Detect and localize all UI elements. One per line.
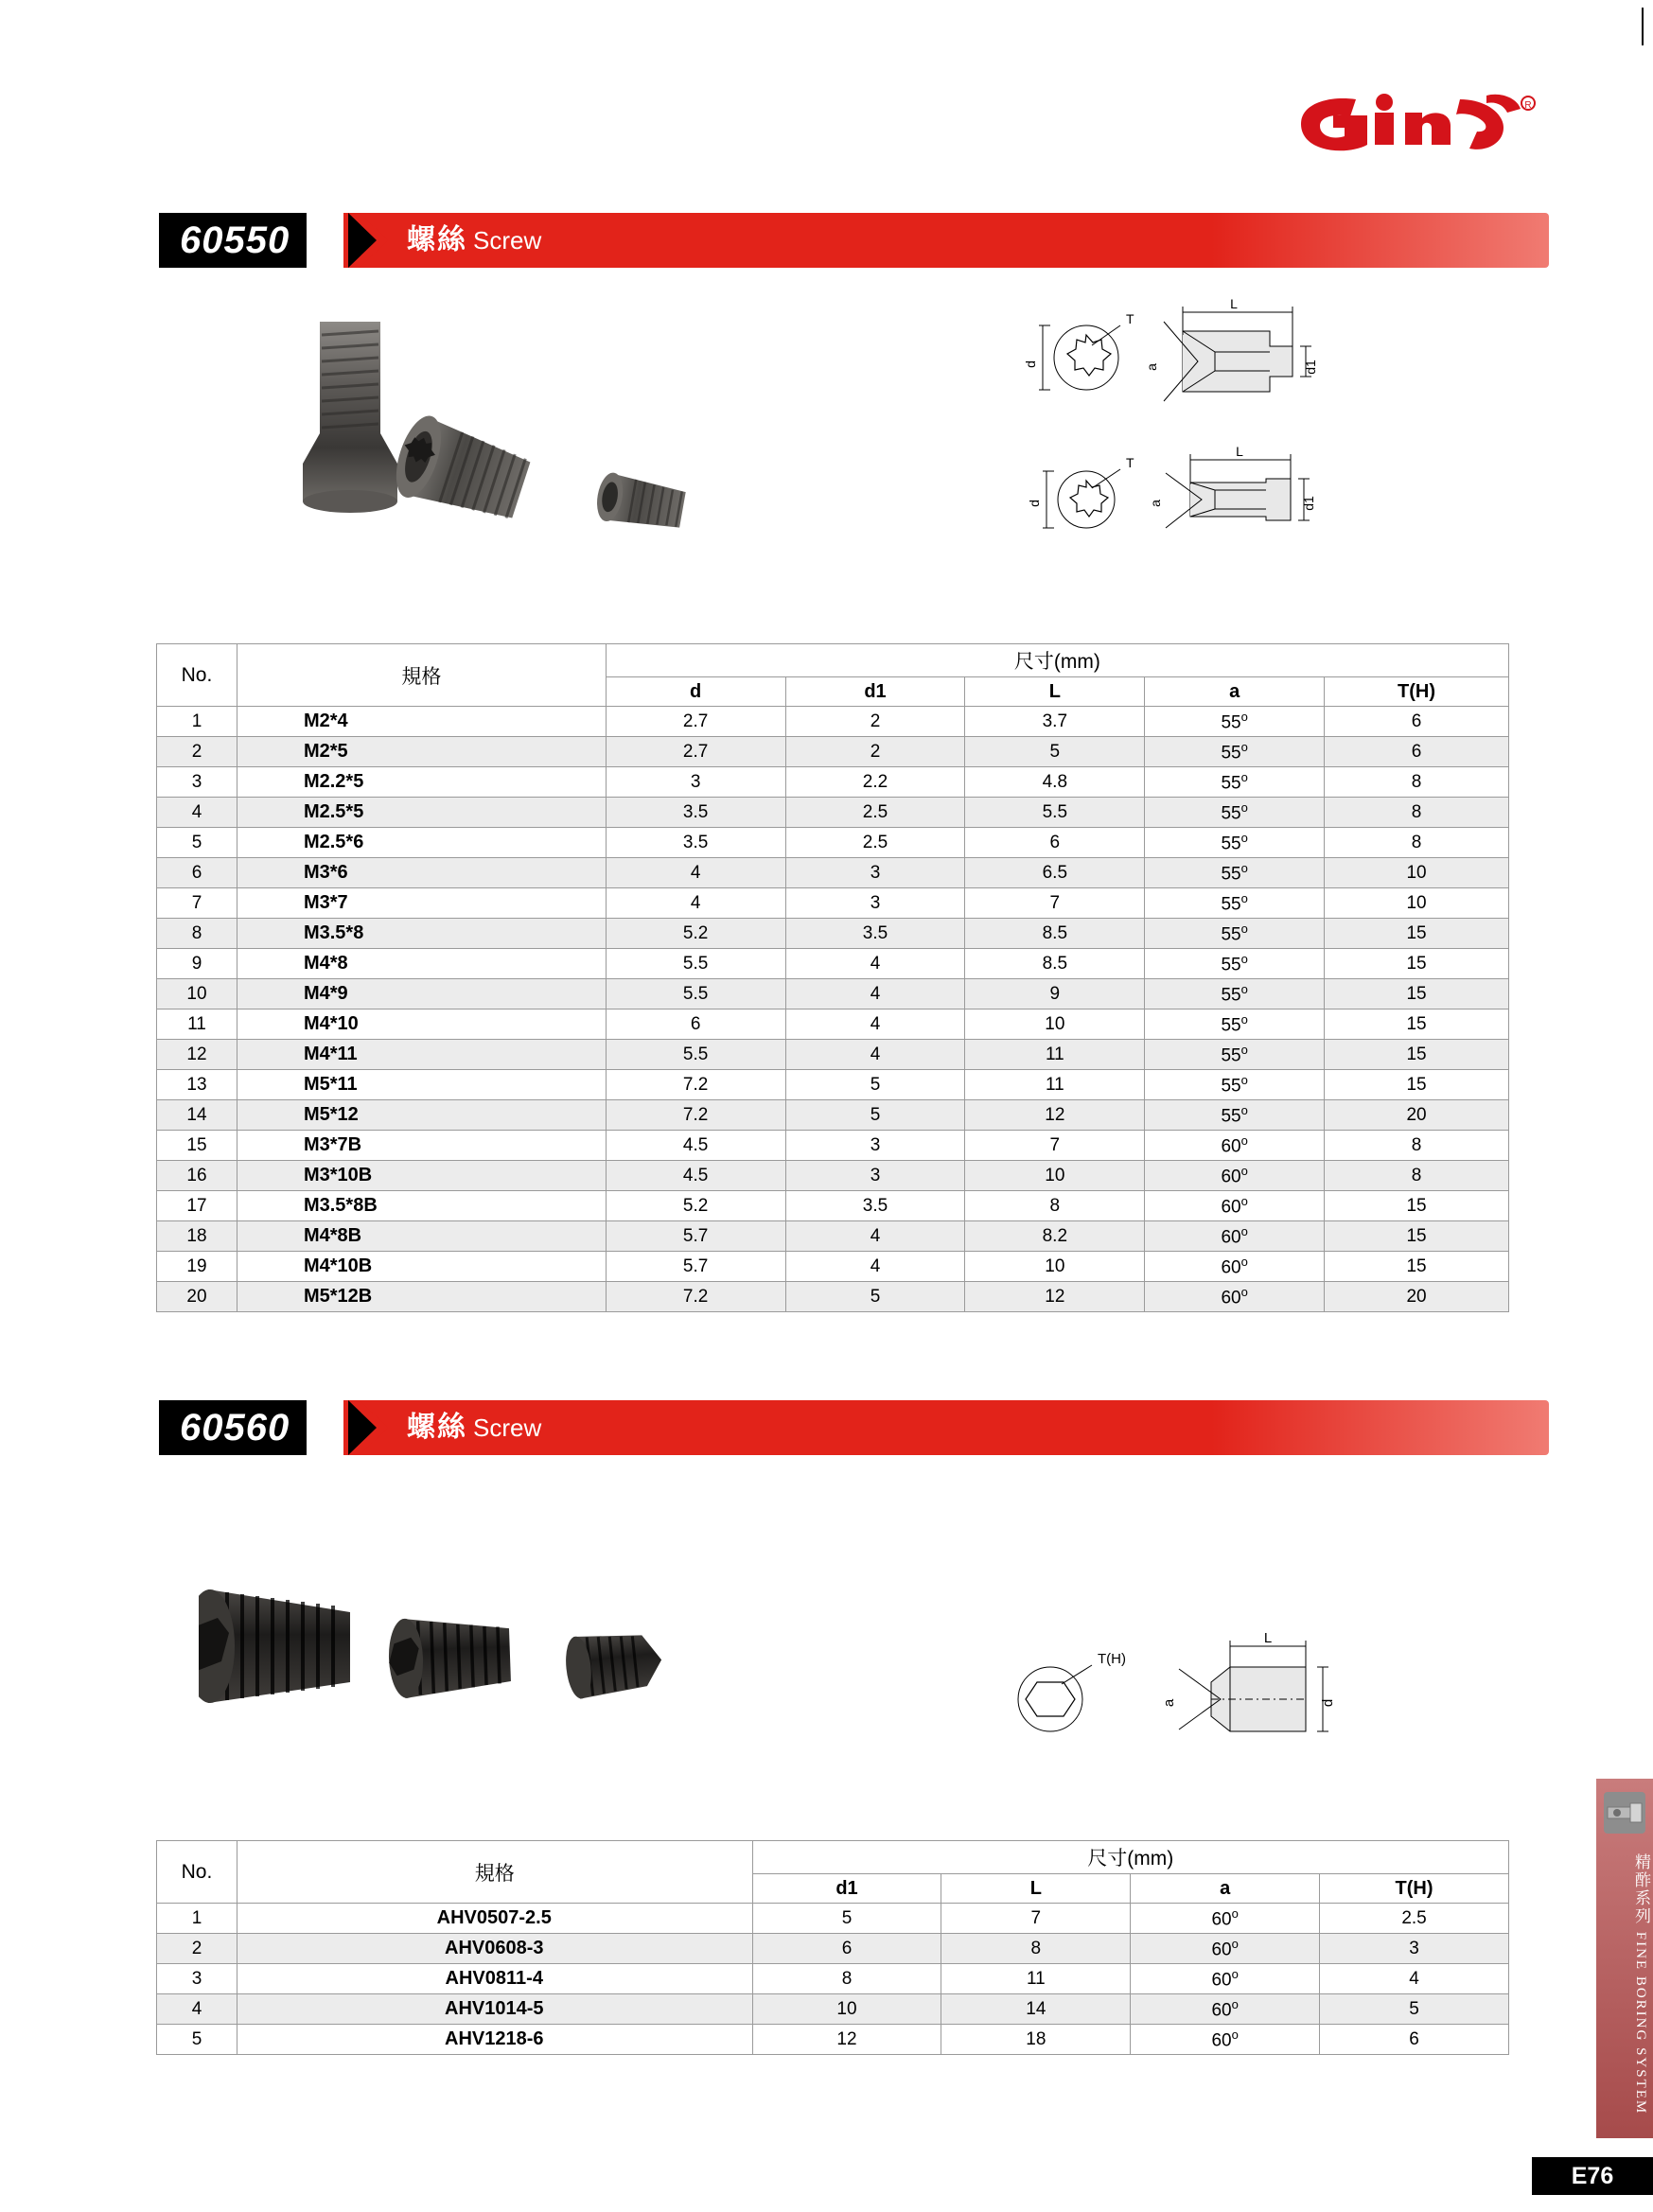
table-row <box>157 858 1509 888</box>
cell-t: 15 <box>1325 1009 1509 1040</box>
side-tab-label-cn: 精酢系列 <box>1632 1852 1650 1925</box>
cell-t: 8 <box>1325 798 1509 828</box>
cell-a: 60$^o$ <box>1131 1934 1320 1964</box>
cell-d1: 12 <box>752 2025 941 2055</box>
cell-d: 7.2 <box>606 1282 785 1312</box>
cell-d: 4 <box>606 858 785 888</box>
cell-spec: M2*5 <box>237 737 606 767</box>
th-d1: d1 <box>785 677 965 707</box>
cell-spec: AHV0608-3 <box>237 1934 752 1964</box>
th-d1-2: d1 <box>752 1874 941 1904</box>
section-title-60550 <box>407 213 541 268</box>
spec-table-60560 <box>156 1840 1509 2055</box>
cell-no: 8 <box>157 919 237 949</box>
cell-spec: AHV1014-5 <box>237 1994 752 2025</box>
cell-t: 8 <box>1325 1161 1509 1191</box>
cell-a: 60$^o$ <box>1145 1221 1325 1252</box>
cell-L: 10 <box>965 1252 1145 1282</box>
cell-L: 11 <box>965 1040 1145 1070</box>
label-a: a <box>1144 363 1159 371</box>
cell-t: 15 <box>1325 949 1509 979</box>
cell-a: 55$^o$ <box>1145 1040 1325 1070</box>
product-photo-60560 <box>199 1552 880 1788</box>
dimension-drawing-60560 <box>994 1608 1438 1779</box>
cell-no: 5 <box>157 828 237 858</box>
spec-table-60550 <box>156 643 1509 1312</box>
dimension-drawing-60550 <box>1022 293 1419 587</box>
cell-d: 2.7 <box>606 707 785 737</box>
section-title-cn-2: 螺絲 <box>407 1412 467 1443</box>
table-row <box>157 707 1509 737</box>
table-row <box>157 1100 1509 1131</box>
cell-no: 12 <box>157 1040 237 1070</box>
cell-d1: 8 <box>752 1964 941 1994</box>
cell-t: 20 <box>1325 1100 1509 1131</box>
cell-spec: M3.5*8 <box>237 919 606 949</box>
side-tab-fine-boring <box>1596 1779 1653 2138</box>
cell-d: 4 <box>606 888 785 919</box>
label-TH: T(H) <box>1098 1651 1126 1667</box>
th-TH-2: T(H) <box>1320 1874 1509 1904</box>
cell-d1: 2.5 <box>785 798 965 828</box>
cell-no: 20 <box>157 1282 237 1312</box>
cell-spec: M3.5*8B <box>237 1191 606 1221</box>
cell-d: 3.5 <box>606 798 785 828</box>
cell-d1: 4 <box>785 1009 965 1040</box>
banner-arrow-black <box>348 213 377 268</box>
cell-no: 6 <box>157 858 237 888</box>
cell-d1: 3.5 <box>785 919 965 949</box>
table-row <box>157 1252 1509 1282</box>
table-row <box>157 1904 1509 1934</box>
cell-spec: M2.2*5 <box>237 767 606 798</box>
cell-no: 18 <box>157 1221 237 1252</box>
cell-d1: 4 <box>785 1221 965 1252</box>
cell-d: 2.7 <box>606 737 785 767</box>
side-tab-thumbnail <box>1604 1792 1645 1834</box>
cell-no: 2 <box>157 737 237 767</box>
svg-text:R: R <box>1524 100 1532 111</box>
cell-L: 7 <box>965 1131 1145 1161</box>
cell-t: 15 <box>1325 1252 1509 1282</box>
cell-L: 11 <box>965 1070 1145 1100</box>
label-T: T <box>1126 311 1134 326</box>
table-row <box>157 1009 1509 1040</box>
cell-no: 4 <box>157 798 237 828</box>
th-spec: 規格 <box>237 644 606 707</box>
table-row <box>157 737 1509 767</box>
cell-spec: M5*11 <box>237 1070 606 1100</box>
cell-a: 60$^o$ <box>1131 1964 1320 1994</box>
cell-no: 14 <box>157 1100 237 1131</box>
th-a: a <box>1145 677 1325 707</box>
table-row <box>157 828 1509 858</box>
cell-no: 16 <box>157 1161 237 1191</box>
cell-t: 20 <box>1325 1282 1509 1312</box>
cell-t: 3 <box>1320 1934 1509 1964</box>
cell-t: 8 <box>1325 767 1509 798</box>
cell-t: 15 <box>1325 1070 1509 1100</box>
cell-L: 18 <box>941 2025 1131 2055</box>
cell-no: 13 <box>157 1070 237 1100</box>
cell-d1: 3 <box>785 1161 965 1191</box>
cell-spec: AHV0507-2.5 <box>237 1904 752 1934</box>
cell-spec: M3*6 <box>237 858 606 888</box>
section-banner-60550 <box>159 213 1549 268</box>
cell-d1: 3 <box>785 888 965 919</box>
cell-d1: 3 <box>785 1131 965 1161</box>
cell-spec: M3*7B <box>237 1131 606 1161</box>
cell-d1: 10 <box>752 1994 941 2025</box>
label-d-2: d <box>1027 500 1042 507</box>
th-no-2: No. <box>157 1841 237 1904</box>
table-row <box>157 919 1509 949</box>
cell-spec: M4*10 <box>237 1009 606 1040</box>
cell-L: 7 <box>941 1904 1131 1934</box>
cell-L: 8.2 <box>965 1221 1145 1252</box>
cell-no: 7 <box>157 888 237 919</box>
cell-spec: AHV0811-4 <box>237 1964 752 1994</box>
cell-a: 60$^o$ <box>1131 1994 1320 2025</box>
cell-d1: 2.2 <box>785 767 965 798</box>
page-number <box>1532 2157 1653 2195</box>
cell-t: 6 <box>1325 737 1509 767</box>
th-L-2: L <box>941 1874 1131 1904</box>
cell-t: 10 <box>1325 888 1509 919</box>
table-row <box>157 767 1509 798</box>
cell-d: 3 <box>606 767 785 798</box>
cell-L: 9 <box>965 979 1145 1009</box>
cell-t: 8 <box>1325 828 1509 858</box>
cell-L: 3.7 <box>965 707 1145 737</box>
cell-no: 1 <box>157 707 237 737</box>
cell-spec: M4*10B <box>237 1252 606 1282</box>
cell-a: 60$^o$ <box>1131 1904 1320 1934</box>
cell-no: 5 <box>157 2025 237 2055</box>
th-dims-2: 尺寸(mm) <box>752 1841 1508 1874</box>
cell-a: 55$^o$ <box>1145 858 1325 888</box>
side-tab-label-en: FINE BORING SYSTEM <box>1633 1931 1648 2115</box>
cell-spec: M4*8 <box>237 949 606 979</box>
table-row <box>157 1994 1509 2025</box>
cell-t: 15 <box>1325 1191 1509 1221</box>
th-d: d <box>606 677 785 707</box>
cell-a: 60$^o$ <box>1145 1282 1325 1312</box>
label-d1: d1 <box>1303 360 1318 375</box>
cell-no: 1 <box>157 1904 237 1934</box>
cell-d: 5.5 <box>606 979 785 1009</box>
cell-a: 55$^o$ <box>1145 798 1325 828</box>
cell-L: 6 <box>965 828 1145 858</box>
cell-d1: 2.5 <box>785 828 965 858</box>
cell-spec: M2.5*6 <box>237 828 606 858</box>
cell-L: 5 <box>965 737 1145 767</box>
th-L: L <box>965 677 1145 707</box>
cell-d: 7.2 <box>606 1070 785 1100</box>
cell-a: 55$^o$ <box>1145 828 1325 858</box>
cell-L: 4.8 <box>965 767 1145 798</box>
cell-a: 60$^o$ <box>1145 1191 1325 1221</box>
cell-L: 8 <box>941 1934 1131 1964</box>
cell-L: 10 <box>965 1009 1145 1040</box>
th-TH: T(H) <box>1325 677 1509 707</box>
cell-L: 12 <box>965 1100 1145 1131</box>
cell-L: 14 <box>941 1994 1131 2025</box>
cell-d1: 3.5 <box>785 1191 965 1221</box>
cell-t: 15 <box>1325 1221 1509 1252</box>
cell-d1: 4 <box>785 1040 965 1070</box>
cell-d1: 3 <box>785 858 965 888</box>
cell-t: 4 <box>1320 1964 1509 1994</box>
section-title-cn: 螺絲 <box>407 224 467 255</box>
cell-t: 10 <box>1325 858 1509 888</box>
cell-spec: M3*7 <box>237 888 606 919</box>
cell-d1: 4 <box>785 979 965 1009</box>
cell-d: 5.7 <box>606 1221 785 1252</box>
table-row <box>157 798 1509 828</box>
th-a-2: a <box>1131 1874 1320 1904</box>
cell-t: 15 <box>1325 919 1509 949</box>
cell-a: 55$^o$ <box>1145 949 1325 979</box>
cell-no: 3 <box>157 767 237 798</box>
cell-a: 55$^o$ <box>1145 1100 1325 1131</box>
cell-a: 55$^o$ <box>1145 767 1325 798</box>
section-code-60550: 60550 <box>159 213 307 268</box>
cell-spec: M4*8B <box>237 1221 606 1252</box>
cell-L: 5.5 <box>965 798 1145 828</box>
cell-d: 7.2 <box>606 1100 785 1131</box>
label-d-3: d <box>1320 1698 1336 1708</box>
label-a-3: a <box>1161 1698 1177 1708</box>
cell-a: 55$^o$ <box>1145 737 1325 767</box>
cell-d1: 5 <box>785 1070 965 1100</box>
cell-d1: 5 <box>752 1904 941 1934</box>
table-row <box>157 1070 1509 1100</box>
cell-L: 8 <box>965 1191 1145 1221</box>
label-T-2: T <box>1126 455 1134 470</box>
cell-t: 5 <box>1320 1994 1509 2025</box>
cell-spec: M2*4 <box>237 707 606 737</box>
cell-spec: M2.5*5 <box>237 798 606 828</box>
table-row <box>157 1964 1509 1994</box>
section-banner-60560 <box>159 1400 1549 1455</box>
cell-a: 60$^o$ <box>1145 1161 1325 1191</box>
cell-no: 2 <box>157 1934 237 1964</box>
cell-no: 19 <box>157 1252 237 1282</box>
cell-d: 5.2 <box>606 1191 785 1221</box>
cell-L: 12 <box>965 1282 1145 1312</box>
section-title-en: Screw <box>473 226 542 255</box>
cell-spec: M3*10B <box>237 1161 606 1191</box>
table-row <box>157 2025 1509 2055</box>
label-d: d <box>1023 360 1038 368</box>
cell-a: 60$^o$ <box>1131 2025 1320 2055</box>
cell-d: 5.5 <box>606 1040 785 1070</box>
cell-d1: 2 <box>785 707 965 737</box>
cell-d1: 6 <box>752 1934 941 1964</box>
cell-d: 5.5 <box>606 949 785 979</box>
table-row <box>157 1221 1509 1252</box>
product-photo-60550 <box>284 312 814 596</box>
table-row <box>157 949 1509 979</box>
table-row <box>157 1934 1509 1964</box>
cell-no: 9 <box>157 949 237 979</box>
cell-no: 4 <box>157 1994 237 2025</box>
label-d1-2: d1 <box>1301 496 1316 511</box>
cell-d1: 2 <box>785 737 965 767</box>
cell-t: 6 <box>1325 707 1509 737</box>
cell-d: 5.2 <box>606 919 785 949</box>
gin-logo-icon <box>1284 90 1549 158</box>
th-no: No. <box>157 644 237 707</box>
cell-t: 15 <box>1325 1040 1509 1070</box>
table-row <box>157 1131 1509 1161</box>
label-L: L <box>1230 296 1238 311</box>
cell-d1: 5 <box>785 1100 965 1131</box>
th-spec-2: 規格 <box>237 1841 752 1904</box>
cell-spec: AHV1218-6 <box>237 2025 752 2055</box>
cell-t: 2.5 <box>1320 1904 1509 1934</box>
cell-spec: M5*12 <box>237 1100 606 1131</box>
cell-no: 11 <box>157 1009 237 1040</box>
label-a-2: a <box>1148 500 1163 507</box>
cell-a: 55$^o$ <box>1145 1070 1325 1100</box>
page-number-label: E76 <box>1571 2163 1614 2189</box>
side-tab-label <box>1596 1847 1653 2121</box>
table-row <box>157 1282 1509 1312</box>
cell-a: 55$^o$ <box>1145 919 1325 949</box>
cell-t: 15 <box>1325 979 1509 1009</box>
cell-L: 7 <box>965 888 1145 919</box>
cell-d: 5.7 <box>606 1252 785 1282</box>
label-L-2: L <box>1236 444 1243 459</box>
cell-a: 55$^o$ <box>1145 979 1325 1009</box>
cell-spec: M4*9 <box>237 979 606 1009</box>
cell-L: 8.5 <box>965 919 1145 949</box>
cell-a: 55$^o$ <box>1145 1009 1325 1040</box>
table-row <box>157 1161 1509 1191</box>
cell-L: 11 <box>941 1964 1131 1994</box>
table-row <box>157 1191 1509 1221</box>
cell-a: 60$^o$ <box>1145 1131 1325 1161</box>
cell-d: 4.5 <box>606 1161 785 1191</box>
cell-no: 10 <box>157 979 237 1009</box>
cell-spec: M5*12B <box>237 1282 606 1312</box>
cell-d1: 4 <box>785 1252 965 1282</box>
cell-a: 55$^o$ <box>1145 707 1325 737</box>
th-dims: 尺寸(mm) <box>606 644 1508 677</box>
cell-spec: M4*11 <box>237 1040 606 1070</box>
section-title-en-2: Screw <box>473 1413 542 1442</box>
cell-t: 6 <box>1320 2025 1509 2055</box>
brand-logo <box>1284 90 1549 158</box>
cell-d1: 4 <box>785 949 965 979</box>
cell-L: 8.5 <box>965 949 1145 979</box>
section-title-60560 <box>407 1400 541 1455</box>
table-row <box>157 1040 1509 1070</box>
cell-d: 6 <box>606 1009 785 1040</box>
cell-L: 10 <box>965 1161 1145 1191</box>
cell-no: 3 <box>157 1964 237 1994</box>
cell-a: 55$^o$ <box>1145 888 1325 919</box>
table-row <box>157 888 1509 919</box>
banner-arrow-black-2 <box>348 1400 377 1455</box>
table-row <box>157 979 1509 1009</box>
cell-d1: 5 <box>785 1282 965 1312</box>
crop-mark-top-right-v <box>1642 8 1644 45</box>
cell-L: 6.5 <box>965 858 1145 888</box>
cell-no: 15 <box>157 1131 237 1161</box>
cell-d: 3.5 <box>606 828 785 858</box>
section-code-60560: 60560 <box>159 1400 307 1455</box>
label-L-3: L <box>1263 1630 1273 1646</box>
cell-t: 8 <box>1325 1131 1509 1161</box>
cell-no: 17 <box>157 1191 237 1221</box>
cell-a: 60$^o$ <box>1145 1252 1325 1282</box>
cell-d: 4.5 <box>606 1131 785 1161</box>
